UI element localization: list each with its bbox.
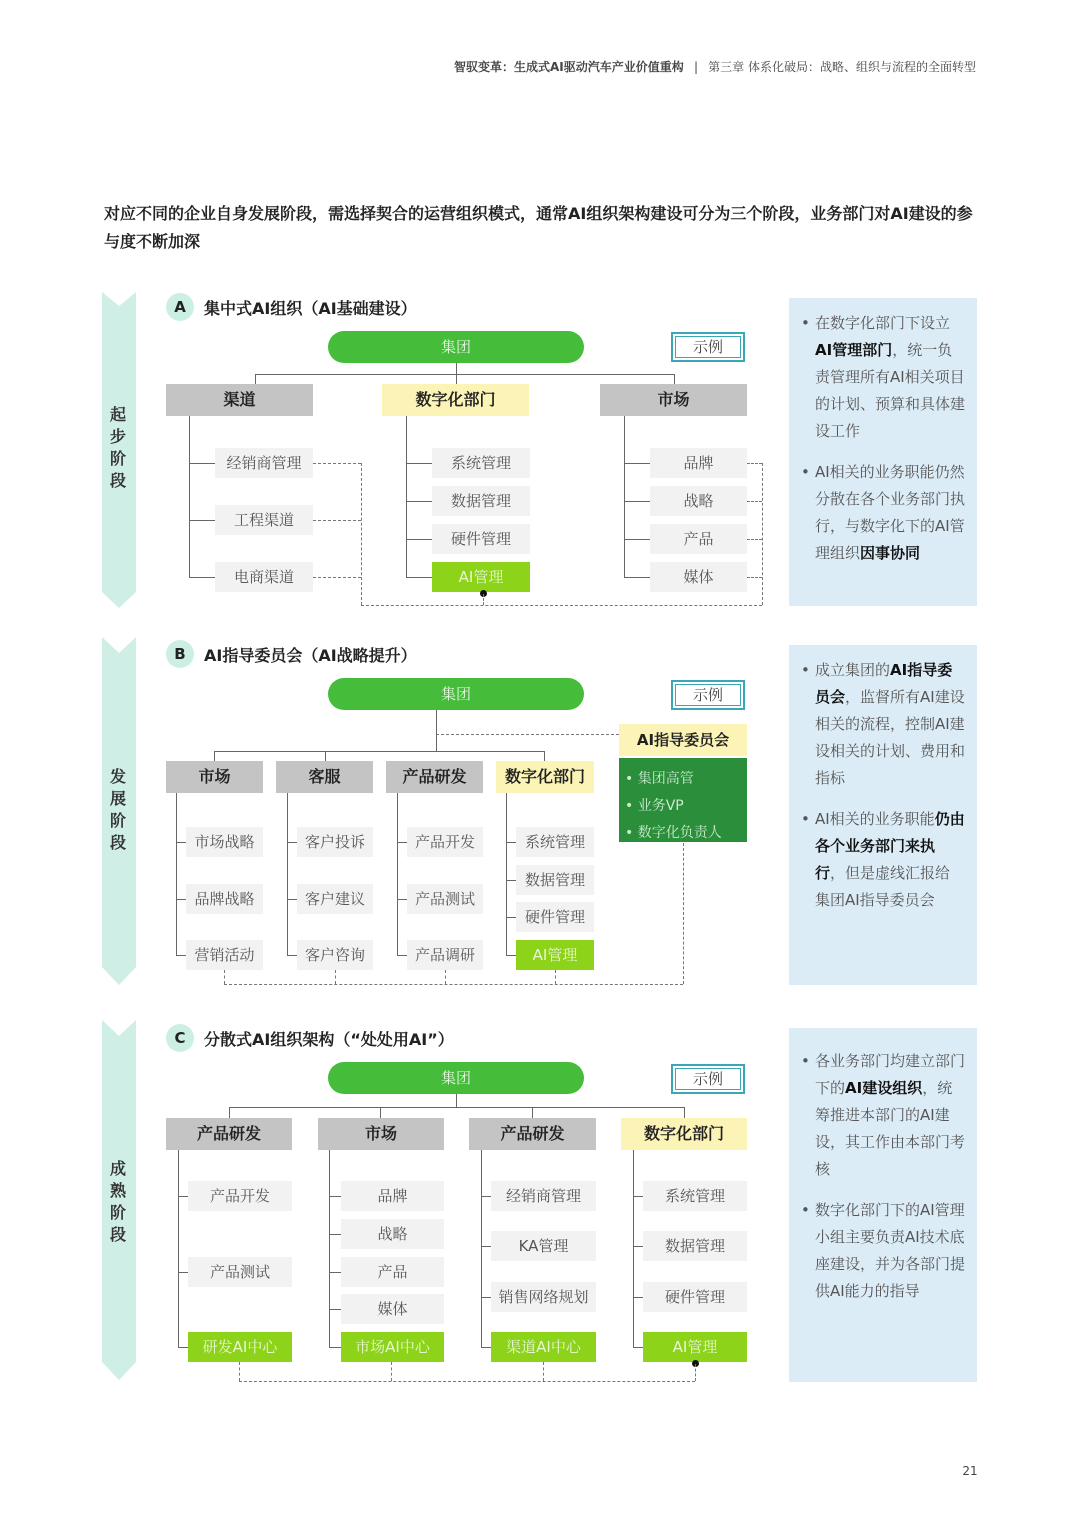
section-c-example-tag: 示例 (671, 1064, 745, 1094)
section-a-market-item: 品牌 (650, 448, 747, 478)
section-b-dept-digital: 数字化部门 (496, 761, 594, 793)
section-c-dept-market: 市场 (318, 1118, 444, 1150)
committee-member: • 数字化负责人 (625, 825, 722, 841)
section-b-title: AI指导委员会（AI战略提升） (204, 646, 417, 665)
section-c-digital-item: 系统管理 (643, 1181, 747, 1211)
section-a-dept-digital: 数字化部门 (382, 384, 529, 416)
section-c-note-item: • 各业务部门均建立部门下的AI建设组织，统筹推进本部门的AI建设，其工作由本部门考核 (801, 1048, 965, 1183)
section-b-dept-service: 客服 (276, 761, 373, 793)
stage-label-develop: 发展阶段 (109, 767, 126, 852)
stage-label-mature: 成熟阶段 (109, 1159, 126, 1244)
section-c-dept-digital: 数字化部门 (621, 1118, 747, 1150)
section-c-channel-item: 销售网络规划 (491, 1282, 596, 1312)
section-b-digital-item: 系统管理 (516, 827, 594, 857)
section-a-title: 集中式AI组织（AI基础建设） (204, 299, 417, 318)
section-a-digital-item: 硬件管理 (432, 524, 530, 554)
section-a-channel-item: 工程渠道 (215, 505, 313, 535)
section-a-channel-item: 经销商管理 (215, 448, 313, 478)
intro-paragraph: 对应不同的企业自身发展阶段，需选择契合的运营组织模式，通常AI组织架构建设可分为三个阶段，业务部门对AI建设的参与度不断加深 (104, 204, 973, 251)
section-b-committee-title: AI指导委员会 (619, 724, 747, 756)
section-b-dept-market: 市场 (166, 761, 263, 793)
section-b-note-item: • 成立集团的AI指导委员会，监督所有AI建设相关的流程，控制AI建设相关的计划、费用和指标 (801, 657, 965, 792)
section-c-badge: C (166, 1024, 194, 1052)
chapter-title: 第三章 体系化破局：战略、组织与流程的全面转型 (708, 60, 976, 74)
section-a-market-item: 媒体 (650, 562, 747, 592)
section-b-service-item: 客户建议 (297, 884, 373, 914)
section-c-market-ai-center: 市场AI中心 (341, 1332, 444, 1362)
section-c-ai-management: AI管理 (643, 1332, 747, 1362)
section-b-dept-rd: 产品研发 (386, 761, 483, 793)
section-c-dept-rd: 产品研发 (166, 1118, 292, 1150)
section-a-digital-item: 系统管理 (432, 448, 530, 478)
section-c-rd-item: 产品测试 (188, 1257, 292, 1287)
section-a-note-item: • 在数字化部门下设立AI管理部门，统一负责管理所有AI相关项目的计划、预算和具体建设工作 (801, 310, 965, 445)
section-b-rd-item: 产品测试 (407, 884, 483, 914)
section-c-rd-ai-center: 研发AI中心 (188, 1332, 292, 1362)
section-c-channel-item: KA管理 (491, 1231, 596, 1261)
section-b-market-item: 市场战略 (186, 827, 263, 857)
section-a-badge: A (166, 293, 194, 321)
section-a-channel-item: 电商渠道 (215, 562, 313, 592)
section-b-group-pill: 集团 (328, 678, 584, 710)
section-c-dept-rd-2: 产品研发 (469, 1118, 596, 1150)
section-c-channel-item: 经销商管理 (491, 1181, 596, 1211)
section-a-group-pill: 集团 (328, 331, 584, 363)
page-number: 21 (962, 1464, 978, 1478)
section-b-note (789, 645, 977, 985)
section-b-badge: B (166, 640, 194, 668)
section-a-dept-channel: 渠道 (166, 384, 313, 416)
section-b-service-item: 客户投诉 (297, 827, 373, 857)
section-a-example-tag: 示例 (671, 332, 745, 362)
section-c-market-item: 产品 (341, 1257, 444, 1287)
section-b-rd-item: 产品调研 (407, 940, 483, 970)
section-c-note (789, 1028, 977, 1382)
section-b-committee-members (619, 758, 747, 842)
section-c-channel-ai-center: 渠道AI中心 (491, 1332, 596, 1362)
report-title: 智驭变革：生成式AI驱动汽车产业价值重构 (453, 60, 684, 74)
section-b-note-item: • AI相关的业务职能仍由各个业务部门来执行，但是虚线汇报给集团AI指导委员会 (801, 806, 965, 914)
section-b-service-item: 客户咨询 (297, 940, 373, 970)
committee-member: • 集团高管 (625, 771, 694, 787)
section-c-title: 分散式AI组织架构（“处处用AI”） (204, 1030, 454, 1049)
stage-label-start: 起步阶段 (109, 405, 126, 490)
section-b-example-tag: 示例 (671, 680, 745, 710)
section-c-market-item: 战略 (341, 1219, 444, 1249)
header-separator: | (693, 60, 698, 74)
section-a-market-item: 产品 (650, 524, 747, 554)
section-c-digital-item: 数据管理 (643, 1231, 747, 1261)
committee-member: • 业务VP (625, 798, 684, 814)
section-b-ai-management: AI管理 (516, 940, 594, 970)
section-b-market-item: 品牌战略 (186, 884, 263, 914)
section-a-dept-market: 市场 (600, 384, 747, 416)
section-c-digital-item: 硬件管理 (643, 1282, 747, 1312)
section-a-note (789, 298, 977, 606)
section-c-rd-item: 产品开发 (188, 1181, 292, 1211)
section-c-market-item: 媒体 (341, 1294, 444, 1324)
page-header (0, 58, 976, 75)
section-c-note-item: • 数字化部门下的AI管理小组主要负责AI技术底座建设，并为各部门提供AI能力的指导 (801, 1197, 965, 1305)
section-a-market-item: 战略 (650, 486, 747, 516)
section-c-market-item: 品牌 (341, 1181, 444, 1211)
section-b-digital-item: 数据管理 (516, 865, 594, 895)
section-a-ai-management: AI管理 (432, 562, 530, 592)
section-b-digital-item: 硬件管理 (516, 902, 594, 932)
section-b-market-item: 营销活动 (186, 940, 263, 970)
section-b-rd-item: 产品开发 (407, 827, 483, 857)
section-c-group-pill: 集团 (328, 1062, 584, 1094)
section-a-digital-item: 数据管理 (432, 486, 530, 516)
section-a-note-item: • AI相关的业务职能仍然分散在各个业务部门执行，与数字化下的AI管理组织因事协同 (801, 459, 965, 567)
